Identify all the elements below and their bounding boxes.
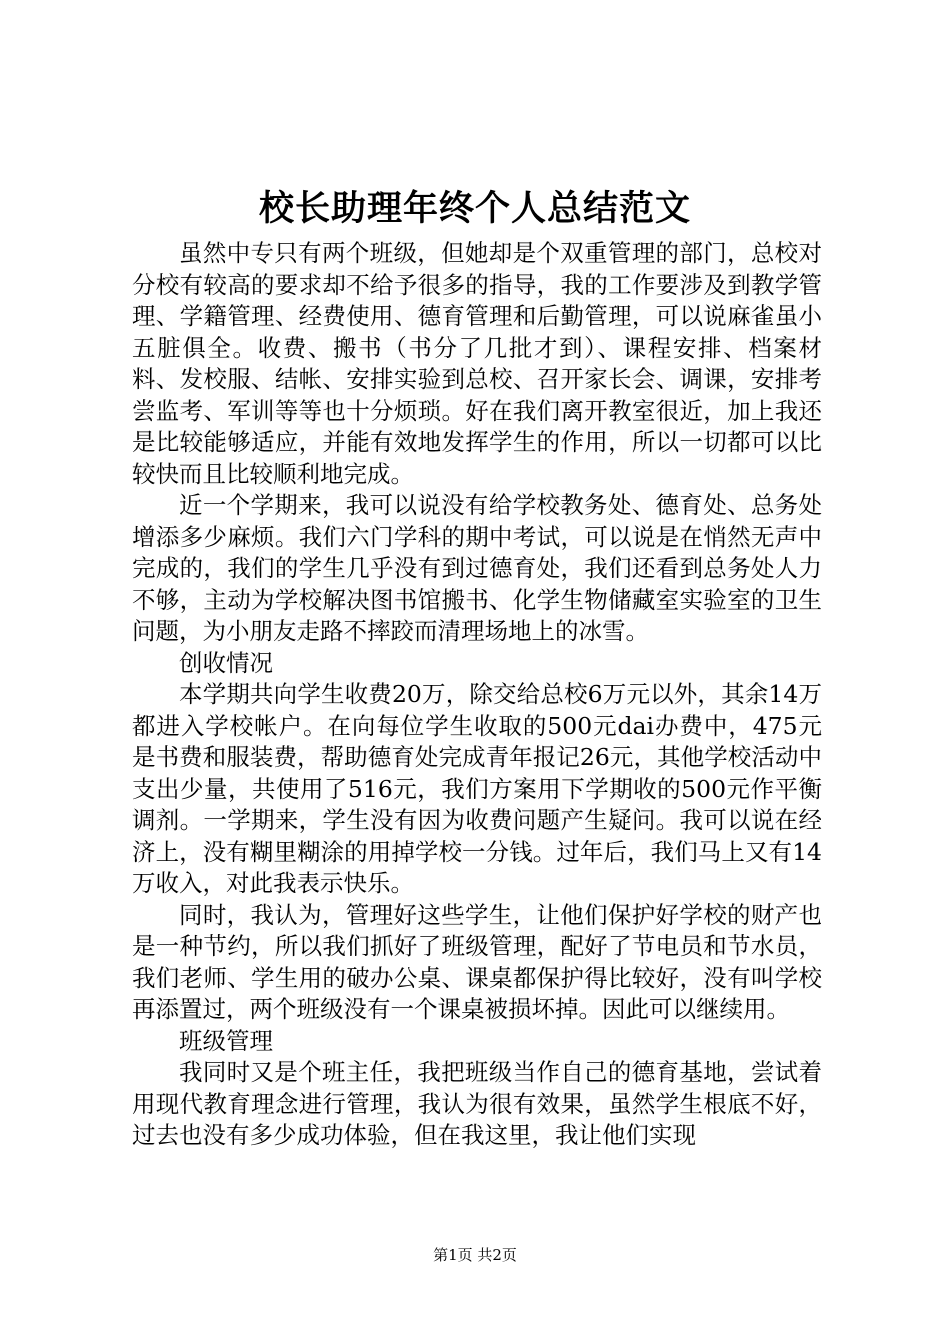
paragraph-savings: 同时，我认为，管理好这些学生，让他们保护好学校的财产也是一种节约，所以我们抓好了班级管理，配好了节电员和节水员，我们老师、学生用的破办公桌、课桌都保护得比较好，没有叫学校再添置过，两个班级没有一个课桌被损坏掉。因此可以继续用。 xyxy=(132,900,822,1023)
paragraph-income: 本学期共向学生收费20万，除交给总校6万元以外，其余14万都进入学校帐户。在向每位学生收取的500元dai办费中，475元是书费和服装费，帮助德育处完成青年报记26元，其他学校活动中支出少量，共使用了516元，我们方案用下学期收的500元作平衡调剂。一学期来，学生没有因为收费问题产生疑问。我可以说在经济上，没有糊里糊涂的用掉学校一分钱。过年后，我们马上又有14万收入，对此我表示快乐。 xyxy=(132,680,822,897)
document-title: 校长助理年终个人总结范文 xyxy=(258,188,691,229)
document-body xyxy=(132,238,822,1152)
section-heading-class-management: 班级管理 xyxy=(179,1026,273,1055)
page-number: 第1页 共2页 xyxy=(433,1246,517,1264)
section-heading-income: 创收情况 xyxy=(179,648,273,677)
paragraph-intro: 虽然中专只有两个班级，但她却是个双重管理的部门，总校对分校有较高的要求却不给予很多的指导，我的工作要涉及到教学管理、学籍管理、经费使用、德育管理和后勤管理，可以说麻雀虽小五脏俱全。收费、搬书（书分了几批才到）、课程安排、档案材料、发校服、结帐、安排实验到总校、召开家长会、调课，安排考尝监考、军训等等也十分烦琐。好在我们离开教室很近，加上我还是比较能够适应，并能有效地发挥学生的作用，所以一切都可以比较快而且比较顺利地完成。 xyxy=(132,239,822,488)
paragraph-class-management: 我同时又是个班主任，我把班级当作自己的德育基地，尝试着用现代教育理念进行管理，我认为很有效果，虽然学生根底不好，过去也没有多少成功体验，但在我这里，我让他们实现 xyxy=(132,1058,822,1149)
paragraph-cooperation: 近一个学期来，我可以说没有给学校教务处、德育处、总务处增添多少麻烦。我们六门学科的期中考试，可以说是在悄然无声中完成的，我们的学生几乎没有到过德育处，我们还看到总务处人力不够，主动为学校解决图书馆搬书、化学生物储藏室实验室的卫生问题，为小朋友走路不摔跤而清理场地上的冰雪。 xyxy=(132,491,822,645)
